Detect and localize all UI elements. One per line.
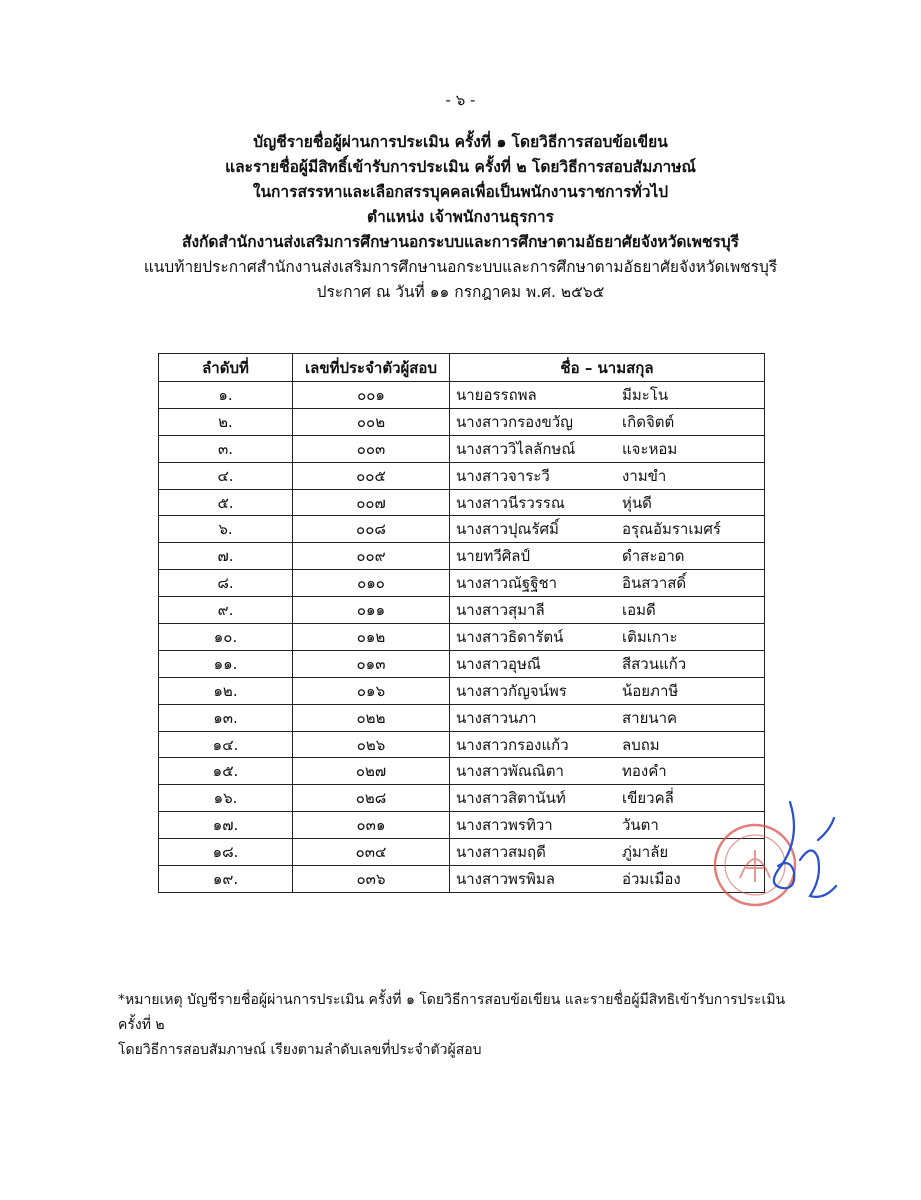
table-row xyxy=(159,543,765,570)
first-name: นางสาวพัณณิตา xyxy=(456,762,564,781)
row-full-name xyxy=(450,597,765,624)
title-line-3: ในการสรรหาและเลือกสรรบุคคลเพื่อเป็นพนักงานราชการทั่วไป xyxy=(252,183,669,201)
row-order: ๑๖. xyxy=(159,785,293,812)
last-name: ดำสะอาด xyxy=(622,547,685,566)
first-name: นางสาวณัฐฐิชา xyxy=(456,574,558,593)
last-name: อ่วมเมือง xyxy=(622,869,681,888)
last-name: เขียวคลี่ xyxy=(622,789,674,808)
row-order: ๑๕. xyxy=(159,758,293,785)
first-name: นายอรรถพล xyxy=(456,385,537,404)
row-exam-id: ๐๑๒ xyxy=(293,624,450,651)
first-name: นางสาวสุมาลี xyxy=(456,601,545,620)
row-order: ๑๔. xyxy=(159,731,293,758)
row-full-name xyxy=(450,650,765,677)
row-order: ๑๓. xyxy=(159,704,293,731)
first-name: นางสาวกัญจน์พร xyxy=(456,681,567,700)
table-row xyxy=(159,624,765,651)
last-name: วันตา xyxy=(622,816,659,835)
row-exam-id: ๐๐๒ xyxy=(293,408,450,435)
first-name: นางสาวพรทิวา xyxy=(456,816,553,835)
row-order: ๑๘. xyxy=(159,839,293,866)
row-exam-id: ๐๑๑ xyxy=(293,597,450,624)
row-exam-id: ๐๓๖ xyxy=(293,866,450,893)
first-name: นางสาวธิดารัตน์ xyxy=(456,627,564,646)
row-order: ๗. xyxy=(159,543,293,570)
row-order: ๕. xyxy=(159,489,293,516)
agency-line: สังกัดสำนักงานส่งเสริมการศึกษานอกระบบและการศึกษาตามอัธยาศัยจังหวัดเพชรบุรี xyxy=(182,233,739,251)
last-name: ทองคำ xyxy=(622,762,667,781)
row-order: ๔. xyxy=(159,462,293,489)
row-full-name xyxy=(450,785,765,812)
first-name: นางสาวกรองแก้ว xyxy=(456,735,569,754)
table-row xyxy=(159,462,765,489)
table-row xyxy=(159,489,765,516)
row-full-name xyxy=(450,570,765,597)
last-name: สีสวนแก้ว xyxy=(622,654,687,673)
row-full-name xyxy=(450,677,765,704)
row-order: ๖. xyxy=(159,516,293,543)
last-name: มีมะโน xyxy=(622,385,669,404)
row-exam-id: ๐๒๘ xyxy=(293,785,450,812)
row-order: ๙. xyxy=(159,597,293,624)
row-full-name xyxy=(450,408,765,435)
last-name: หุ่นดี xyxy=(622,493,652,512)
row-exam-id: ๐๓๑ xyxy=(293,812,450,839)
title-line-2: และรายชื่อผู้มีสิทธิ์เข้ารับการประเมิน ครั้งที่ ๒ โดยวิธีการสอบสัมภาษณ์ xyxy=(225,158,696,176)
row-order: ๘. xyxy=(159,570,293,597)
row-full-name xyxy=(450,382,765,409)
first-name: นางสาวปุณรัศมิ์ xyxy=(456,520,559,539)
row-exam-id: ๐๐๘ xyxy=(293,516,450,543)
row-full-name xyxy=(450,624,765,651)
footnote xyxy=(118,988,808,1063)
first-name: นางสาวสมฤดี xyxy=(456,843,546,862)
row-order: ๒. xyxy=(159,408,293,435)
last-name: สายนาค xyxy=(622,708,678,727)
position-line: ตำแหน่ง เจ้าพนักงานธุรการ xyxy=(367,208,554,226)
table-row xyxy=(159,382,765,409)
table-header-row xyxy=(159,354,765,382)
row-full-name xyxy=(450,516,765,543)
last-name: เกิดจิตต์ xyxy=(622,412,675,431)
table-body xyxy=(159,382,765,893)
table-row xyxy=(159,408,765,435)
row-order: ๓. xyxy=(159,435,293,462)
last-name: อินสวาสดิ์ xyxy=(622,574,687,593)
row-full-name xyxy=(450,435,765,462)
attachment-line: แนบท้ายประกาศสำนักงานส่งเสริมการศึกษานอกระบบและการศึกษาตามอัธยาศัยจังหวัดเพชรบุรี xyxy=(143,258,778,276)
last-name: น้อยภาษี xyxy=(622,681,679,700)
row-full-name xyxy=(450,489,765,516)
table-row xyxy=(159,650,765,677)
row-exam-id: ๐๒๖ xyxy=(293,731,450,758)
footnote-line-2: โดยวิธีการสอบสัมภาษณ์ เรียงตามลำดับเลขที่ประจำตัวผู้สอบ xyxy=(118,1042,482,1058)
row-exam-id: ๐๑๓ xyxy=(293,650,450,677)
table-row xyxy=(159,866,765,893)
last-name: งามขำ xyxy=(622,466,667,485)
first-name: นางสาวพรพิมล xyxy=(456,869,555,888)
first-name: นายทวีศิลป์ xyxy=(456,547,531,566)
row-exam-id: ๐๑๖ xyxy=(293,677,450,704)
table-row xyxy=(159,597,765,624)
table-row xyxy=(159,839,765,866)
candidate-table xyxy=(158,353,765,893)
table-row xyxy=(159,435,765,462)
first-name: นางสาวจาระวี xyxy=(456,466,550,485)
last-name: แจะหอม xyxy=(622,439,678,458)
row-order: ๑๒. xyxy=(159,677,293,704)
page-number: - ๖ - xyxy=(445,91,476,109)
document-heading xyxy=(0,130,921,305)
footnote-line-1: *หมายเหตุ บัญชีรายชื่อผู้ผ่านการประเมิน ครั้งที่ ๑ โดยวิธีการสอบข้อเขียน และรายชื่อผู้มีสิทธิเข้ารับการประเมิน ครั้งที่ ๒ xyxy=(118,992,786,1033)
row-full-name xyxy=(450,543,765,570)
table-row xyxy=(159,812,765,839)
row-full-name xyxy=(450,758,765,785)
first-name: นางสาวกรองขวัญ xyxy=(456,412,573,431)
signature-icon xyxy=(760,800,840,910)
table-row xyxy=(159,516,765,543)
first-name: นางสาวนภา xyxy=(456,708,537,727)
first-name: นางสาวนีรวรรณ xyxy=(456,493,565,512)
row-order: ๑๑. xyxy=(159,650,293,677)
table-row xyxy=(159,785,765,812)
row-exam-id: ๐๐๕ xyxy=(293,462,450,489)
first-name: นางสาววิไลลักษณ์ xyxy=(456,439,576,458)
table-row xyxy=(159,704,765,731)
row-full-name xyxy=(450,731,765,758)
row-exam-id: ๐๐๙ xyxy=(293,543,450,570)
row-order: ๑๙. xyxy=(159,866,293,893)
last-name: อรุณอัมราเมศร์ xyxy=(622,520,721,539)
header-order: ลำดับที่ xyxy=(159,354,293,382)
last-name: ลบถม xyxy=(622,735,660,754)
row-full-name xyxy=(450,704,765,731)
row-order: ๑๐. xyxy=(159,624,293,651)
row-full-name xyxy=(450,462,765,489)
table-row xyxy=(159,677,765,704)
last-name: เติมเกาะ xyxy=(622,627,678,646)
title-line-1: บัญชีรายชื่อผู้ผ่านการประเมิน ครั้งที่ ๑ โดยวิธีการสอบข้อเขียน xyxy=(253,133,668,151)
last-name: ภู่มาลัย xyxy=(622,843,669,862)
first-name: นางสาวสิตานันท์ xyxy=(456,789,566,808)
first-name: นางสาวอุษณี xyxy=(456,654,541,673)
row-exam-id: ๐๐๓ xyxy=(293,435,450,462)
table-row xyxy=(159,570,765,597)
row-exam-id: ๐๒๒ xyxy=(293,704,450,731)
header-exam-id: เลขที่ประจำตัวผู้สอบ xyxy=(293,354,450,382)
row-exam-id: ๐๓๔ xyxy=(293,839,450,866)
row-exam-id: ๐๒๗ xyxy=(293,758,450,785)
announcement-date: ประกาศ ณ วันที่ ๑๑ กรกฎาคม พ.ศ. ๒๕๖๕ xyxy=(316,283,605,301)
row-order: ๑. xyxy=(159,382,293,409)
table-row xyxy=(159,731,765,758)
header-full-name: ชื่อ – นามสกุล xyxy=(450,354,765,382)
row-exam-id: ๐๐๑ xyxy=(293,382,450,409)
table-row xyxy=(159,758,765,785)
row-exam-id: ๐๑๐ xyxy=(293,570,450,597)
row-exam-id: ๐๐๗ xyxy=(293,489,450,516)
last-name: เอมดี xyxy=(622,601,656,620)
row-order: ๑๗. xyxy=(159,812,293,839)
